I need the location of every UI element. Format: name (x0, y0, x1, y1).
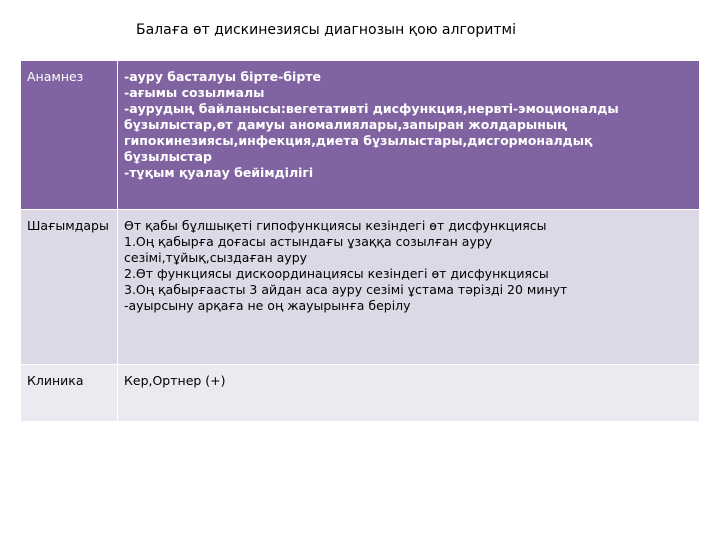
table-row-clinic (21, 365, 700, 422)
row-content (118, 365, 700, 422)
content-line: гипокинезиясы,инфекция,диета бұзылыстары,дисгормоналдық (124, 133, 593, 148)
row-content (118, 61, 700, 210)
diagnosis-algorithm-table (20, 60, 700, 422)
content-line: 1.Оң қабырға доғасы астындағы ұзаққа созылған ауру (124, 234, 493, 249)
content-line: бұзылыстар (124, 149, 212, 164)
row-label: Анамнез (21, 61, 118, 210)
content-line: 3.Оң қабырғаасты 3 айдан аса ауру сезімі ұстама тәрізді 20 минут (124, 282, 568, 297)
content-line: -тұқым қуалау бейімділігі (124, 165, 314, 180)
content-line: -ауру басталуы бірте-бірте (124, 69, 321, 84)
slide-title: Балаға өт дискинезиясы диагнозын қою алгоритмі (136, 22, 516, 38)
content-line: 2.Өт функциясы дискоординациясы кезіндегі өт дисфункциясы (124, 266, 549, 281)
table-row-anamnesis (21, 61, 700, 210)
content-line: бұзылыстар,өт дамуы аномалиялары,запыран жолдарының (124, 117, 568, 132)
content-line: сезімі,тұйық,сыздаған ауру (124, 250, 308, 265)
content-line: -ауырсыну арқаға не оң жауырынға берілу (124, 298, 411, 313)
row-content (118, 210, 700, 365)
content-line: -аурудың байланысы:вегетативті дисфункция,нервті-эмоционалды (124, 101, 619, 116)
row-label: Клиника (21, 365, 118, 422)
content-line: Өт қабы бұлшықеті гипофункциясы кезіндегі өт дисфункциясы (124, 218, 547, 233)
table-row-complaints (21, 210, 700, 365)
content-line: -ағымы созылмалы (124, 85, 265, 100)
content-line: Кер,Ортнер (+) (124, 373, 226, 388)
row-label: Шағымдары (21, 210, 118, 365)
